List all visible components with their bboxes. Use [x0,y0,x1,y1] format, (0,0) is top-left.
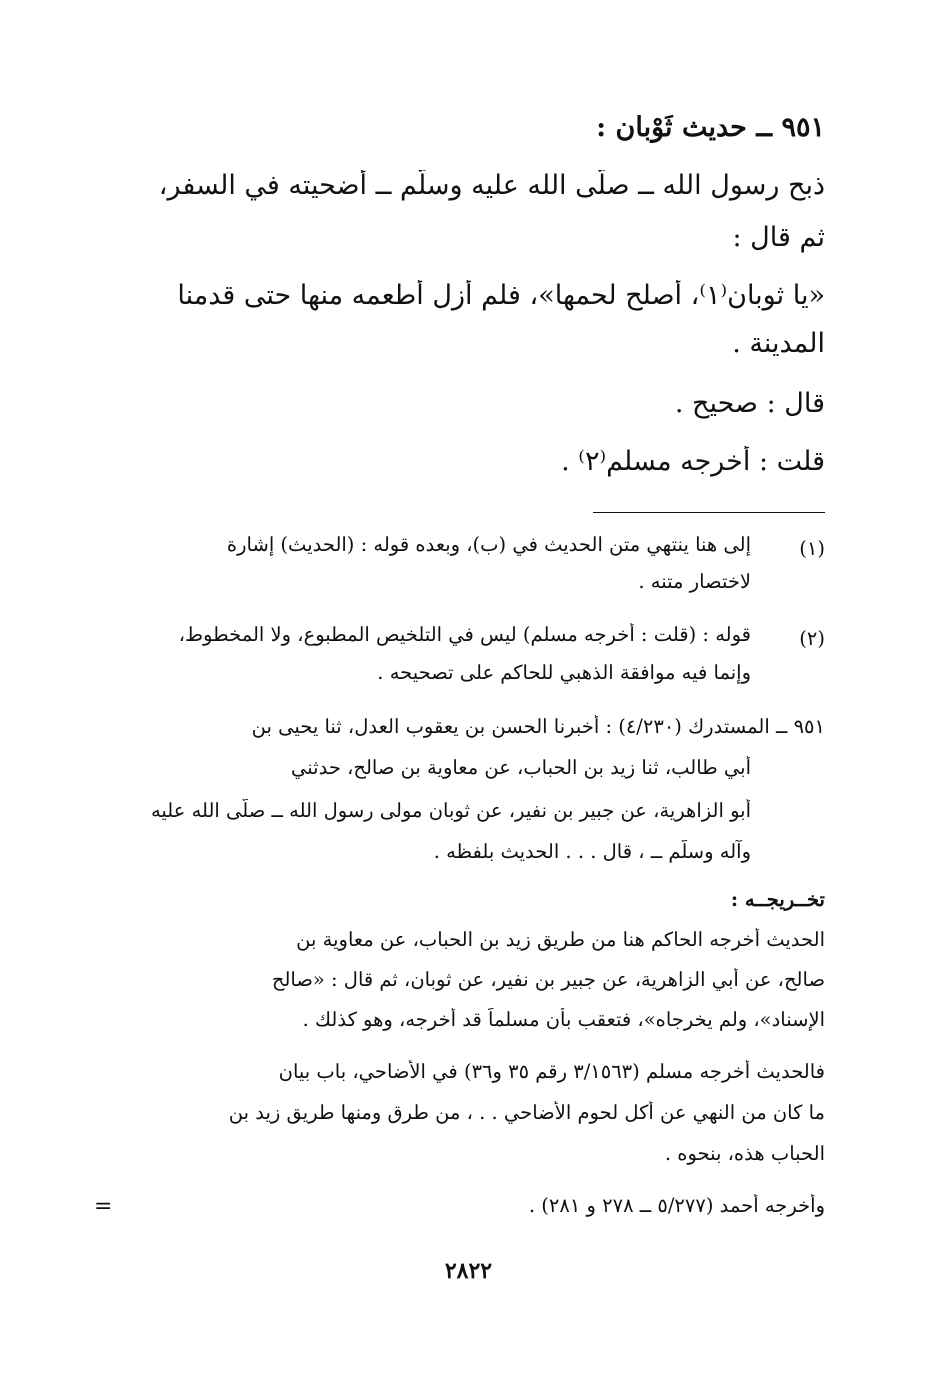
hadith-line: ثم قال : [732,222,825,253]
source-line: ٩٥١ ــ المستدرك (٤/٢٣٠) : أخبرنا الحسن بن يعقوب العدل، ثنا يحيى بن [251,715,825,738]
footnote-line: لاختصار متنه . [638,570,751,593]
takhrij-line: الحباب هذه، بنحوه . [664,1142,825,1165]
takhrij-line: صالح، عن أبي الزاهرية، عن جبير بن نفير، عن ثوبان، ثم قال : «صالح [271,968,825,991]
hadith-comment: قلت : أخرجه مسلم⁽٢⁾ . [561,446,825,477]
continuation-mark: = [94,1194,113,1219]
footnote-line: قوله : (قلت : أخرجه مسلم) ليس في التلخيص المطبوع، ولا المخطوط، [178,623,751,646]
takhrij-line: فالحديث أخرجه مسلم (٣/١٥٦٣ رقم ٣٥ و٣٦) في الأضاحي، باب بيان [278,1060,825,1083]
source-line: وآله وسلَّم ــ ، قال . . . الحديث بلفظه . [433,840,751,863]
source-line: أبي طالب، ثنا زيد بن الحباب، عن معاوية بن صالح، حدثني [291,756,751,779]
footnote-number: (١) [799,537,825,560]
takhrij-line: وأخرجه أحمد (٥/٢٧٧ ــ ٢٧٨ و ٢٨١) . [528,1194,825,1217]
hadith-line: المدينة . [732,328,825,359]
hadith-line: ذبح رسول الله ــ صلَّى الله عليه وسلَّم ــ أضحيته في السفر، [158,170,825,201]
source-line: أبو الزاهرية، عن جبير بن نفير، عن ثوبان مولى رسول الله ــ صلَّى الله عليه [150,799,751,822]
takhrij-line: الحديث أخرجه الحاكم هنا من طريق زيد بن الحباب، عن معاوية بن [296,928,825,951]
hadith-line: «يا ثوبان⁽١⁾، أصلح لحمها»، فلم أزل أطعمه منها حتى قدمنا [177,280,825,311]
takhrij-line: الإسناد»، ولم يخرجاه»، فتعقب بأن مسلماً قد أخرجه، وهو كذلك . [302,1008,825,1031]
hadith-heading: ٩٥١ ــ حديث ثَوْبان : [596,112,825,143]
footnote-number: (٢) [799,627,825,650]
footnote-line: إلى هنا ينتهي متن الحديث في (ب)، وبعده قوله : (الحديث) إشارة [226,533,751,556]
hadith-verdict: قال : صحيح . [674,388,825,419]
takhrij-heading: تخــريجــه : [730,888,825,911]
page-number: ٢٨٢٢ [444,1258,493,1284]
footnote-separator [593,512,825,513]
footnote-line: وإنما فيه موافقة الذهبي للحاكم على تصحيحه . [377,661,751,684]
takhrij-line: ما كان من النهي عن أكل لحوم الأضاحي . . ، من طرق ومنها طريق زيد بن [228,1101,825,1124]
